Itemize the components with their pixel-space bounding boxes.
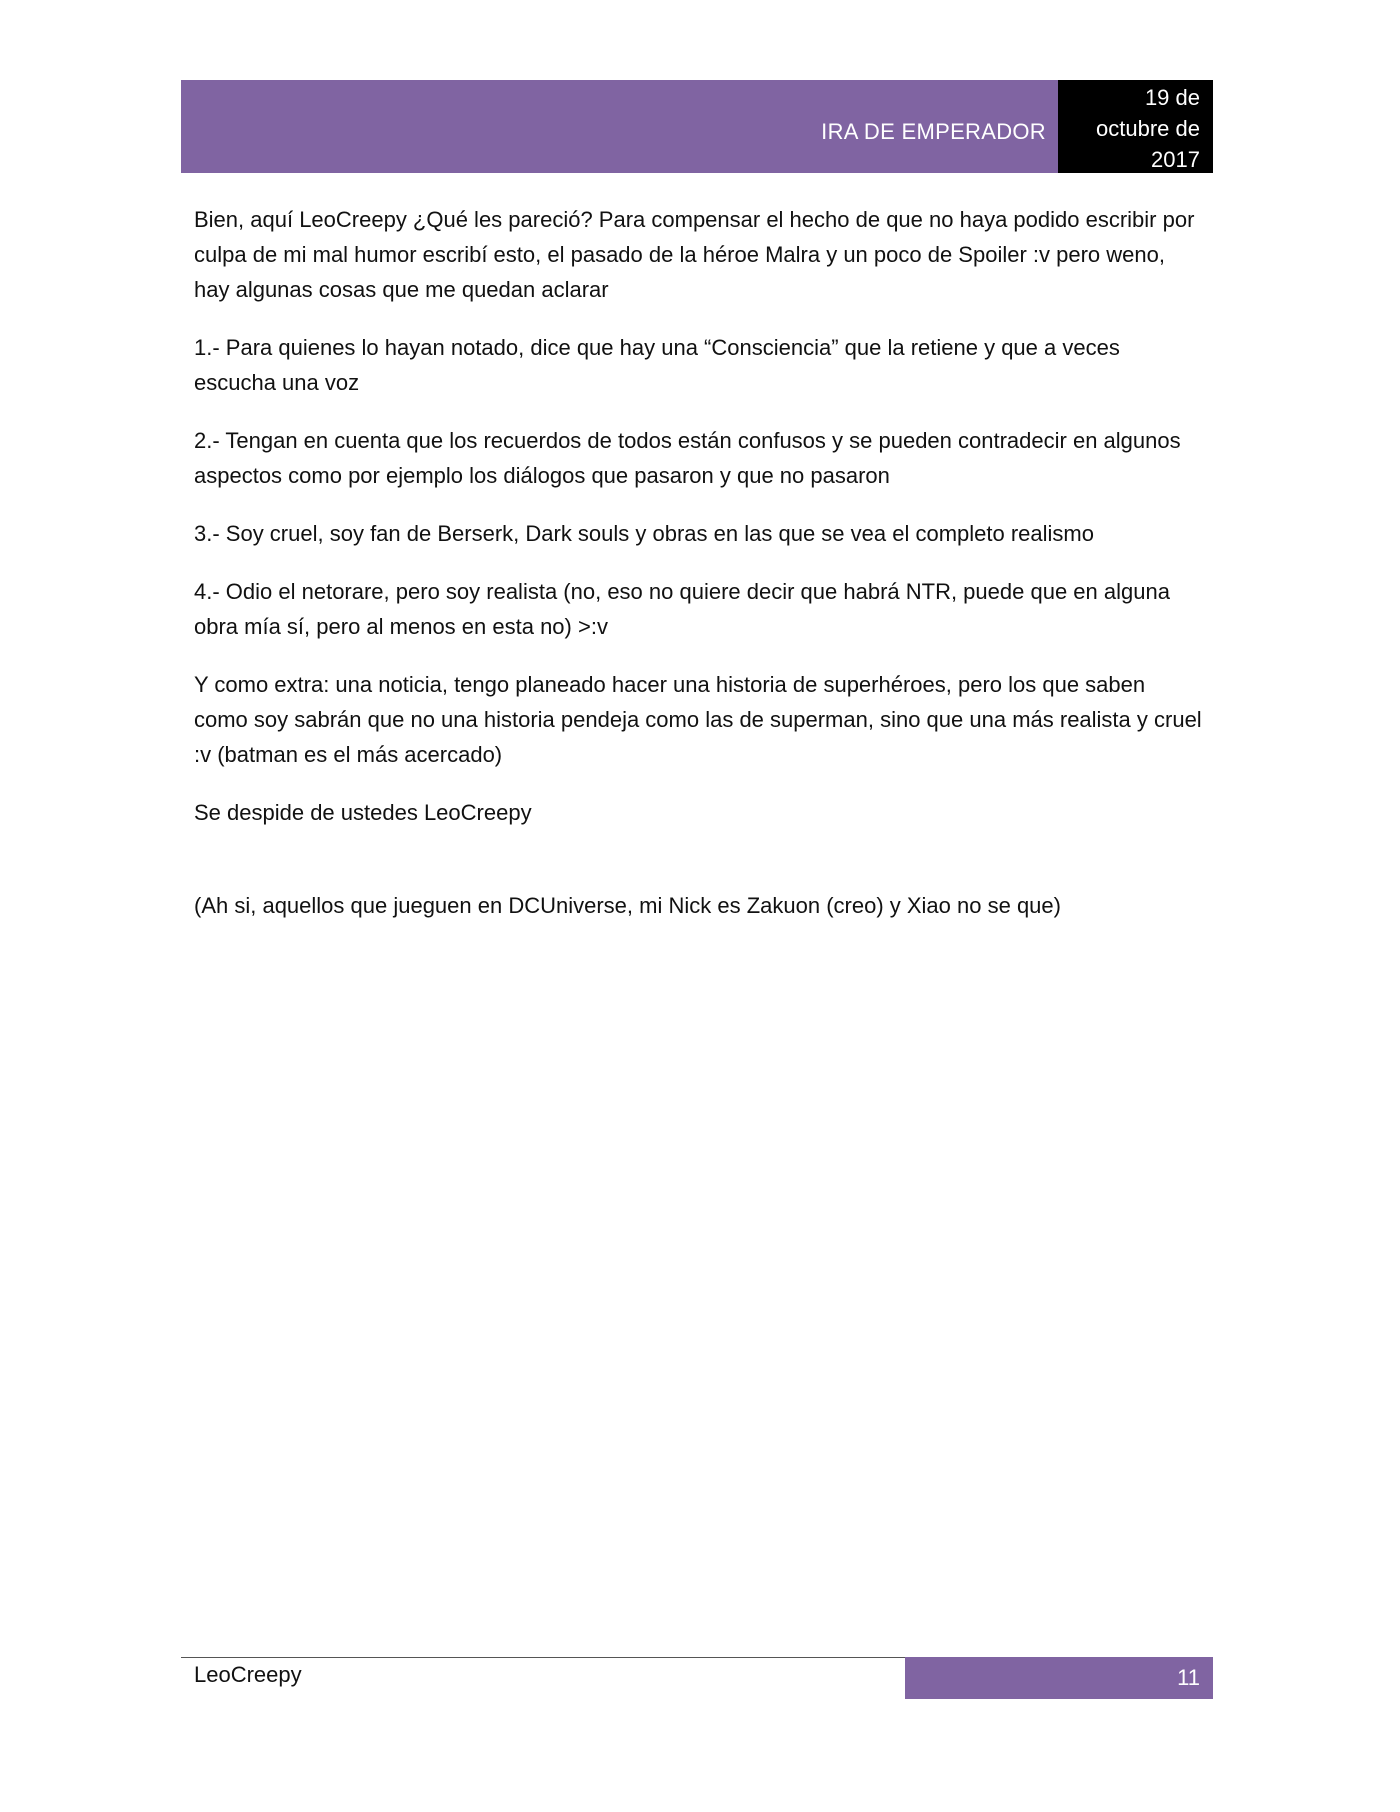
footer-page-band [905,1657,1213,1699]
paragraph-point-3: 3.- Soy cruel, soy fan de Berserk, Dark souls y obras en las que se vea el completo realismo [194,521,1094,546]
paragraph-point-4: 4.- Odio el netorare, pero soy realista (no, eso no quiere decir que habrá NTR, puede que en alguna obra mía sí, pero al menos en esta no) >:v [194,579,1170,639]
date-line-day: 19 de [1144,85,1200,110]
document-body [194,202,1204,946]
header-title-band [181,80,1058,173]
date-line-year: 2017 [1151,147,1200,172]
paragraph-postscript: (Ah si, aquellos que jueguen en DCUniverse, mi Nick es Zakuon (creo) y Xiao no se que) [194,893,1061,918]
footer-author: LeoCreepy [194,1662,302,1687]
document-title: IRA DE EMPERADOR [821,118,1046,144]
header-date-block [1058,80,1213,173]
date-line-month: octubre de [1096,116,1200,141]
paragraph-intro: Bien, aquí LeoCreepy ¿Qué les pareció? Para compensar el hecho de que no haya podido escribir por culpa de mi mal humor escribí esto, el pasado de la héroe Malra y un poco de Spoiler :v pero weno, hay algunas cosas que me quedan aclarar [194,207,1195,302]
paragraph-point-2: 2.- Tengan en cuenta que los recuerdos de todos están confusos y se pueden contradecir en algunos aspectos como por ejemplo los diálogos que pasaron y que no pasaron [194,428,1181,488]
paragraph-extra: Y como extra: una noticia, tengo planeado hacer una historia de superhéroes, pero los que saben como soy sabrán que no una historia pendeja como las de superman, sino que una más realista y cruel :v (batman es el más acercado) [194,672,1202,767]
page-number: 11 [1177,1665,1200,1690]
paragraph-point-1: 1.- Para quienes lo hayan notado, dice que hay una “Consciencia” que la retiene y que a veces escucha una voz [194,335,1120,395]
paragraph-farewell: Se despide de ustedes LeoCreepy [194,800,532,825]
